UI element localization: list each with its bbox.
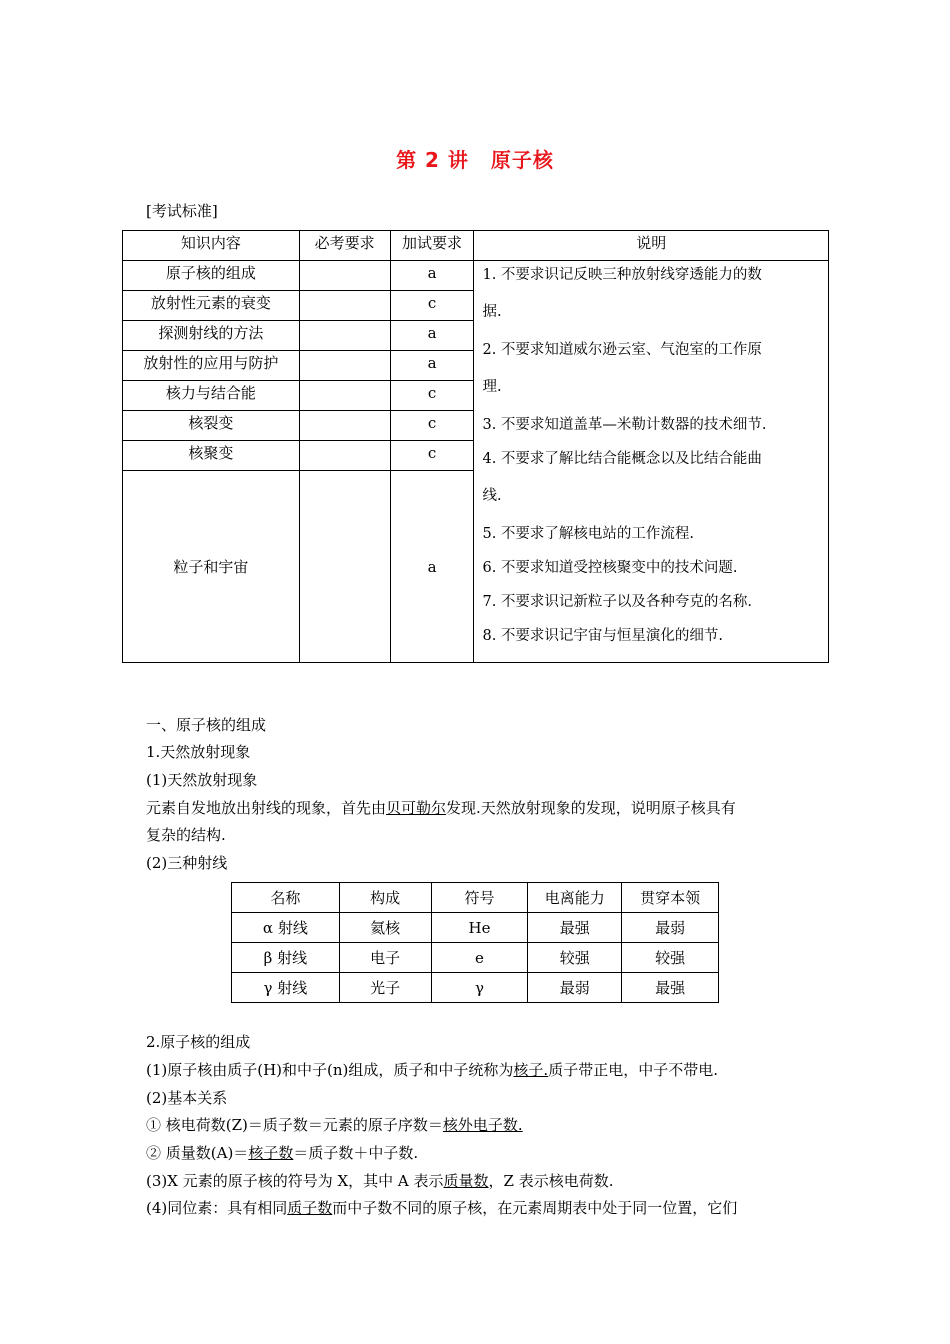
note-8: 8. 不要求识记宇宙与恒星演化的细节. (482, 628, 724, 644)
ray-header: 构成 (339, 883, 431, 913)
header-content: 知识内容 (123, 231, 300, 261)
row-content: 核力与结合能 (123, 381, 300, 411)
ray-cell: He (431, 913, 528, 943)
ray-header: 贯穿本领 (622, 883, 719, 913)
ray-cell: 光子 (339, 973, 431, 1003)
rays-table (231, 882, 719, 1003)
ray-header: 电离能力 (528, 883, 622, 913)
lecture-topic: 原子核 (490, 148, 554, 172)
ray-header: 名称 (232, 883, 340, 913)
subheading-2: 2.原子核的组成 (146, 1033, 251, 1051)
row-extra: c (390, 411, 474, 441)
ray-cell: 较强 (528, 943, 622, 973)
row-required (299, 351, 390, 381)
note-1: 1. 不要求识记反映三种放射线穿透能力的数 据. (482, 267, 762, 320)
row-required (299, 441, 390, 471)
ray-cell: e (431, 943, 528, 973)
composition-line-1: (1)原子核由质子(H)和中子(n)组成，质子和中子统称为核子.质子带正电，中子不带电. (146, 1061, 718, 1079)
row-content: 探测射线的方法 (123, 321, 300, 351)
row-required (299, 381, 390, 411)
notes-cell (474, 261, 829, 663)
note-6: 6. 不要求知道受控核聚变中的技术问题. (482, 560, 738, 576)
row-content: 粒子和宇宙 (123, 471, 300, 663)
ray-cell: β 射线 (232, 943, 340, 973)
ray-cell: α 射线 (232, 913, 340, 943)
table-header-row (123, 231, 829, 261)
lecture-number: 第 2 讲 (396, 148, 469, 172)
paragraph-radioactivity: 元素自发地放出射线的现象，首先由贝可勒尔发现.天然放射现象的发现，说明原子核具有 (146, 799, 736, 817)
section-heading: 一、原子核的组成 (146, 716, 267, 734)
row-content: 放射性的应用与防护 (123, 351, 300, 381)
row-extra: a (390, 261, 474, 291)
ray-cell: 最弱 (622, 913, 719, 943)
subheading-1: 1.天然放射现象 (146, 743, 251, 761)
note-4: 4. 不要求了解比结合能概念以及比结合能曲 线. (482, 451, 762, 504)
row-extra: c (390, 441, 474, 471)
table-row (123, 261, 829, 291)
row-required (299, 411, 390, 441)
ray-cell: 电子 (339, 943, 431, 973)
table-row (232, 913, 719, 943)
subheading-1-2: (2)三种射线 (146, 854, 228, 872)
row-content: 放射性元素的衰变 (123, 291, 300, 321)
row-extra: a (390, 471, 474, 663)
ray-header: 符号 (431, 883, 528, 913)
row-required (299, 261, 390, 291)
standards-table (122, 230, 829, 663)
note-3: 3. 不要求知道盖革—米勒计数器的技术细节. (482, 417, 767, 433)
table-row (232, 943, 719, 973)
row-extra: a (390, 351, 474, 381)
row-required (299, 321, 390, 351)
relation-2: ② 质量数(A)＝核子数＝质子数＋中子数. (146, 1144, 419, 1162)
relation-1: ① 核电荷数(Z)＝质子数＝元素的原子序数＝核外电子数. (146, 1116, 523, 1134)
table-header-row (232, 883, 719, 913)
ray-cell: γ 射线 (232, 973, 340, 1003)
note-2: 2. 不要求知道威尔逊云室、气泡室的工作原 理. (482, 342, 762, 395)
row-extra: c (390, 291, 474, 321)
header-required: 必考要求 (299, 231, 390, 261)
ray-cell: 最强 (528, 913, 622, 943)
row-extra: c (390, 381, 474, 411)
ray-cell: 最强 (622, 973, 719, 1003)
ray-cell: 较强 (622, 943, 719, 973)
note-7: 7. 不要求识记新粒子以及各种夸克的名称. (482, 594, 753, 610)
composition-line-3: (3)X 元素的原子核的符号为 X，其中 A 表示质量数，Z 表示核电荷数. (146, 1172, 614, 1190)
row-extra: a (390, 321, 474, 351)
ray-cell: 氦核 (339, 913, 431, 943)
composition-line-4: (4)同位素：具有相同质子数而中子数不同的原子核，在元素周期表中处于同一位置，它们 (146, 1199, 738, 1217)
table-row (232, 973, 719, 1003)
row-content: 原子核的组成 (123, 261, 300, 291)
standards-label: [考试标准] (146, 202, 218, 220)
header-notes: 说明 (474, 231, 829, 261)
paragraph-radioactivity-cont: 复杂的结构. (146, 826, 226, 844)
ray-cell: 最弱 (528, 973, 622, 1003)
subheading-1-1: (1)天然放射现象 (146, 771, 258, 789)
row-required (299, 471, 390, 663)
row-required (299, 291, 390, 321)
row-content: 核裂变 (123, 411, 300, 441)
composition-line-2: (2)基本关系 (146, 1089, 228, 1107)
note-5: 5. 不要求了解核电站的工作流程. (482, 526, 695, 542)
header-extra: 加试要求 (390, 231, 474, 261)
page-title (0, 144, 950, 173)
row-content: 核聚变 (123, 441, 300, 471)
ray-cell: γ (431, 973, 528, 1003)
